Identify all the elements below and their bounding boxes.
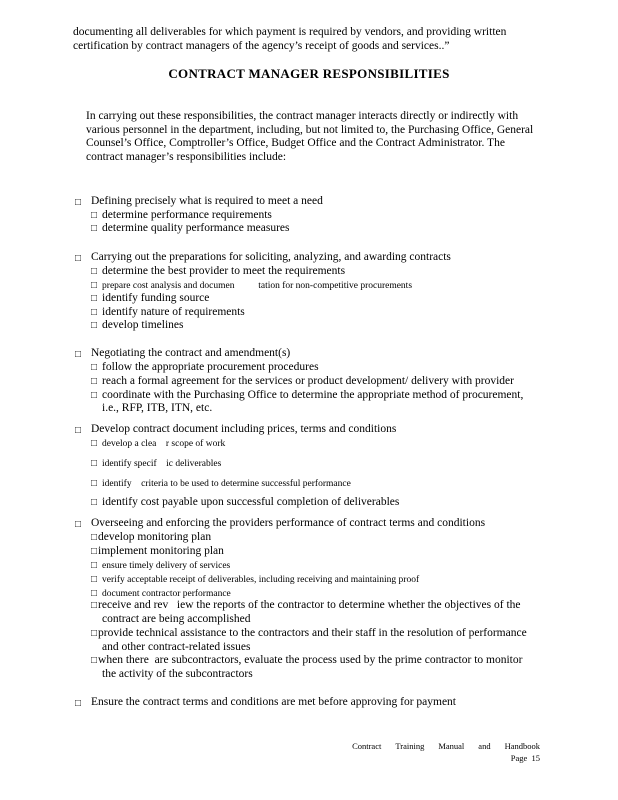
list-item-continuation: and other contract-related issues <box>102 641 251 653</box>
list-item: □ identify nature of requirements <box>91 306 245 318</box>
paragraph-line: various personnel in the department, including, but not limited to, the Purchasing Office, General <box>86 123 534 136</box>
checkbox-icon: □ <box>91 655 98 666</box>
checkbox-icon: □ <box>91 293 98 304</box>
checkbox-icon: □ <box>91 560 98 571</box>
checkbox-icon: □ <box>91 266 98 277</box>
list-item: □ develop a clea r scope of work <box>91 438 226 449</box>
intro-paragraph <box>86 110 556 164</box>
checkbox-icon: □ <box>91 223 98 234</box>
list-item: □develop monitoring plan <box>91 531 212 543</box>
checkbox-icon: □ <box>91 458 98 469</box>
list-item: □implement monitoring plan <box>91 545 224 557</box>
paragraph-line: Counsel’s Office, Comptroller’s Office, Budget Office and the Contract Administrator. The <box>86 137 505 149</box>
checkbox-icon: □ <box>91 210 98 221</box>
footer-title: Contract Training Manual and Handbook <box>352 741 540 751</box>
list-item-continuation: the activity of the subcontractors <box>102 668 253 680</box>
section-heading: Negotiating the contract and amendment(s) <box>91 347 291 359</box>
list-item: □receive and rev iew the reports of the contractor to determine whether the objectives of the <box>91 599 521 611</box>
list-item: □ determine performance requirements <box>91 209 272 221</box>
checkbox-icon: □ <box>91 390 98 401</box>
section-heading: Carrying out the preparations for soliciting, analyzing, and awarding contracts <box>91 251 451 263</box>
page-number: Page 15 <box>510 753 540 763</box>
list-item: □when there are subcontractors, evaluate the process used by the prime contractor to monitor <box>91 654 523 666</box>
bullet-icon: □ <box>74 197 82 208</box>
list-item: □ ensure timely delivery of services <box>91 560 231 571</box>
list-item: □ coordinate with the Purchasing Office to determine the appropriate method of procurement, <box>91 389 524 401</box>
list-item: □ verify acceptable receipt of deliverables, including receiving and maintaining proof <box>91 574 420 585</box>
list-item: □ determine quality performance measures <box>91 222 290 234</box>
section-heading: Overseeing and enforcing the providers performance of contract terms and conditions <box>91 517 486 529</box>
checkbox-icon: □ <box>91 280 98 291</box>
bullet-icon: □ <box>74 698 82 709</box>
list-item: □ prepare cost analysis and documen tation for non-competitive procurements <box>91 280 413 291</box>
section-heading: Develop contract document including prices, terms and conditions <box>91 423 397 435</box>
checkbox-icon: □ <box>91 532 98 543</box>
bullet-icon: □ <box>74 425 82 436</box>
paragraph-line: contract manager’s responsibilities include: <box>86 150 287 163</box>
list-item-continuation: contract are being accomplished <box>102 613 251 625</box>
checkbox-icon: □ <box>91 600 98 611</box>
checkbox-icon: □ <box>91 497 98 508</box>
list-item: □ identify criteria to be used to determine successful performance <box>91 478 351 489</box>
page-title: CONTRACT MANAGER RESPONSIBILITIES <box>168 66 450 81</box>
list-item: □ reach a formal agreement for the services or product development/ delivery with provider <box>91 375 514 387</box>
section-heading: Ensure the contract terms and conditions are met before approving for payment <box>91 696 456 708</box>
intro-line-1: documenting all deliverables for which payment is required by vendors, and providing written <box>73 26 507 38</box>
checkbox-icon: □ <box>91 320 98 331</box>
checkbox-icon: □ <box>91 362 98 373</box>
checkbox-icon: □ <box>91 574 98 585</box>
paragraph-line: In carrying out these responsibilities, the contract manager interacts directly or indirectly with <box>86 110 519 122</box>
bullet-icon: □ <box>74 519 82 530</box>
page-footer <box>352 740 540 764</box>
bullet-icon: □ <box>74 349 82 360</box>
list-item: □ identify cost payable upon successful completion of deliverables <box>91 496 400 508</box>
list-item: □ follow the appropriate procurement procedures <box>91 361 319 373</box>
list-item: □provide technical assistance to the contractors and their staff in the resolution of performance <box>91 627 527 639</box>
checkbox-icon: □ <box>91 307 98 318</box>
list-item: □ document contractor performance <box>91 588 231 599</box>
checkbox-icon: □ <box>91 438 98 449</box>
checkbox-icon: □ <box>91 376 98 387</box>
list-item: □ determine the best provider to meet the requirements <box>91 265 346 277</box>
list-item: □ identify specif ic deliverables <box>91 458 222 469</box>
checkbox-icon: □ <box>91 546 98 557</box>
intro-line-2: certification by contract managers of the agency’s receipt of goods and services..” <box>73 40 450 52</box>
list-item: □ develop timelines <box>91 319 184 331</box>
checkbox-icon: □ <box>91 588 98 599</box>
bullet-icon: □ <box>74 253 82 264</box>
list-item: □ identify funding source <box>91 292 210 304</box>
list-item-continuation: i.e., RFP, ITB, ITN, etc. <box>102 402 213 414</box>
checkbox-icon: □ <box>91 628 98 639</box>
section-heading: Defining precisely what is required to meet a need <box>91 195 323 207</box>
checkbox-icon: □ <box>91 478 98 489</box>
